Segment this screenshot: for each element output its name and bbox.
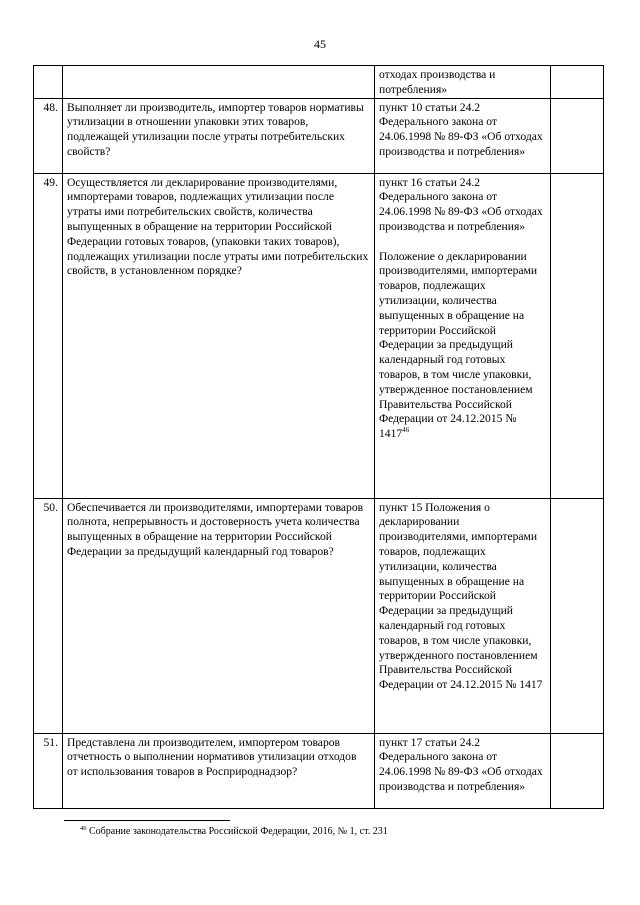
empty-cell	[551, 733, 604, 808]
question-cell: Представлена ли производителем, импортером товаров отчетность о выполнении нормативов утилизации отходов от использования товаров в Росприроднадзор?	[63, 733, 375, 808]
row-number	[34, 66, 63, 99]
reference-gap	[379, 235, 546, 250]
empty-cell	[551, 98, 604, 173]
table-row	[34, 98, 604, 173]
table-row	[34, 173, 604, 498]
regulation-text: Положение о декларировании производителями, импортерами товаров, подлежащих утилизации, количества выпущенных в обращение на территории Российской Федерации за предыдущий календарный год готовых товаров, в том числе упаковки, утвержденное постановлением Правительства Российской Федерации от 24.12.2015 № 1417	[379, 249, 538, 441]
reference-text: пункт 15 Положения о декларировании производителями, импортерами товаров, подлежащих утилизации, количества выпущенных в обращение на территории Российской Федерации за предыдущий календарный год готовых товаров, в том числе упаковки, утвержденного постановлением Правительства Российской Федерации от 24.12.2015 № 1417	[379, 500, 543, 692]
question-cell: Выполняет ли производитель, импортер товаров нормативы утилизации в отношении упаковки этих товаров, подлежащей утилизации после утраты потребительских свойств?	[63, 98, 375, 173]
reference-text: пункт 10 статьи 24.2 Федерального закона от 24.06.1998 № 89-ФЗ «Об отходах производства и потребления»	[379, 100, 543, 158]
question-cell: Обеспечивается ли производителями, импортерами товаров полнота, непрерывность и достоверность учета количества выпущенных в обращение на территории Российской Федерации за предыдущий календарный год товаров?	[63, 498, 375, 733]
footnote-marker: 46	[402, 426, 410, 435]
table-row	[34, 498, 604, 733]
page-number: 45	[314, 37, 326, 51]
reference-cell	[375, 733, 551, 808]
empty-cell	[551, 498, 604, 733]
footnote-text: Собрание законодательства Российской Федерации, 2016, № 1, ст. 231	[89, 826, 388, 837]
reference-text-regulation	[379, 250, 546, 442]
footnote	[80, 826, 388, 837]
empty-cell	[551, 66, 604, 99]
row-number: 51.	[34, 733, 63, 808]
question-cell	[63, 66, 375, 99]
empty-cell	[551, 173, 604, 498]
reference-text: пункт 17 статьи 24.2 Федерального закона от 24.06.1998 № 89-ФЗ «Об отходах производства и потребления»	[379, 735, 543, 793]
footnote-number: 46	[80, 825, 87, 832]
table-row	[34, 66, 604, 99]
reference-cell	[375, 173, 551, 498]
row-number: 50.	[34, 498, 63, 733]
reference-text: отходах производства и потребления»	[379, 68, 496, 96]
row-number: 49.	[34, 173, 63, 498]
row-number: 48.	[34, 98, 63, 173]
reference-cell	[375, 498, 551, 733]
reference-cell	[375, 66, 551, 99]
checklist-table	[33, 65, 604, 809]
reference-cell	[375, 98, 551, 173]
reference-text: пункт 16 статьи 24.2 Федерального закона от 24.06.1998 № 89-ФЗ «Об отходах производства и потребления»	[379, 175, 543, 233]
table-row	[34, 733, 604, 808]
question-cell: Осуществляется ли декларирование производителями, импортерами товаров, подлежащих утилизации после утраты ими потребительских свойств, количества выпущенных в обращение на территории Российской Федерации готовых товаров, (упаковки таких товаров), подлежащих утилизации после утраты ими потребительских свойств, в установленном порядке?	[63, 173, 375, 498]
footnote-separator	[64, 820, 230, 821]
